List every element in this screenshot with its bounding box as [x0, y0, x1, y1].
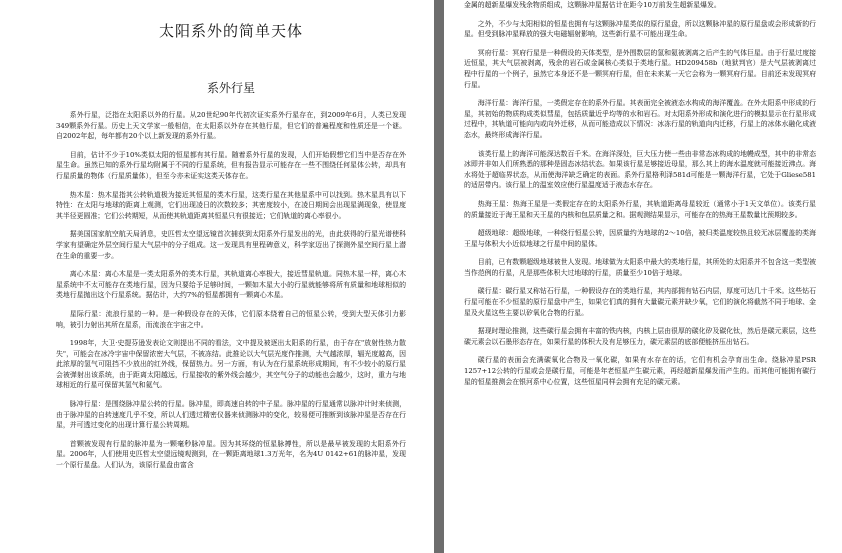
paragraph: 目前，已有数颗超级地球被世人发现。地球做为太阳系中最大的类地行星，其所处的太阳系并不包含这一类型被当作范例的行星，凡是那些体积大过地球的行星，质量至少10倍于地球。	[464, 258, 816, 277]
paragraph-continued: 金属的超新星爆发残余物质组成，这颗脉冲星据估计在距今10万前发生超新星爆发。	[464, 1, 721, 9]
paragraph: 脉冲行星：是围绕脉冲星公转的行星。脉冲星，即高速自转的中子星。脉冲星的行星通常以脉冲计时来侦测，由于脉冲星的自转速度几乎不变，所以人们透过精密仪器来侦测脉冲的变化，较易便可推断到该脉冲星是否存在行星，并可透过变化的出现计算行星公转周期。	[56, 400, 406, 430]
paragraph: 据现时理论推测，这些碳行星会拥有丰富的铁内核，内核上层由很厚的碳化矽及碳化钛，然后是碳元素层，这些碳元素会以石墨形态存在，如果行星的体积大及有足够压力，碳元素层的底部便能挤压出钻石。	[464, 327, 816, 346]
paragraph: 超级地球：超级地球，一种绕行恒星公转，因质量约为地球的2～10倍，被归类温度较热且较无冰层覆盖的类海王星与体积大小近似地球之行星中间的星体。	[464, 229, 816, 248]
paragraph: 离心木星：离心木星是一类太阳系外的类木行星，其轨道离心率极大，接近彗星轨道。同热木星一样，离心木星系统中不太可能存在类地行星，因为只要给予足够时间，一颗如木星大小的行星就能够将所有质量和地球相似的类地行星抛出这个行星系统。据估计，大约7%的恒星都拥有一颗离心木星。	[56, 270, 406, 300]
paragraph: 系外行星，泛指在太阳系以外的行星。从20世纪90年代初次证实系外行星存在，到2009年6月，人类已发现349颗系外行星。历史上天文学家一般相信，在太阳系以外存在其他行星，但它们的普遍程度和性质还是一个谜。自2002年起，每年都有20个以上新发现的系外行星。	[56, 111, 406, 141]
document-title: 太阳系外的简单天体	[158, 22, 303, 40]
paragraph: 据美国国家航空航天局消息，史匹哲太空望远镜首次捕获到太阳系外行星发出的光，由此获得的行星光谱使科学家有望确定外层空间行星大气层中的分子组成。这一发现具有里程碑意义，科学家迈出了探测外星空间行星上潜在生命的重要一步。	[56, 230, 406, 260]
document-page-right	[444, 0, 842, 553]
paragraph: 海洋行星：海洋行星，一类假定存在的系外行星。其表面完全被液态水构成的海洋覆盖。在外太阳系中形成的行星，其初始的物质构成类似彗星，包括质量近乎均等的水和岩石。对太阳系外形成和演化进行的模拟显示在行星形成过程中，其轨道可能向内或向外迁移，从而可能造成以下情况：冰冻行星的轨道向内迁移，行星上的冰体水融化成液态水，最终形成海洋行星。	[464, 99, 816, 139]
paragraph: 该类行星上的海洋可能深达数百千米。在海洋深处，巨大压力使一些由非常态冰构成的地幔成型，其中的非常态冰即并非如人们所熟悉的那种是固态冰结状态。如果该行星足够接近母星，那么其上的海水温度就可能接近沸点。海水将处于超临界状态，从而使海洋缺乏确定的表面。系外行星格利泽581d可能是一颗海洋行星，它处于Gliese581的适居带内。该行星上的温室效应使行星温度适于液态水存在。	[464, 149, 816, 190]
paragraph: 1998年，大卫·史提芬逊发表论文则提出不同的看法，文中提及被逐出太阳系的行星，由于存在"放射性热力散失"，可能会在冰冷宇宙中保留浓密大气层，不被冻结。此推论以大气层光度作推测，大气越浓厚，辐光度越高，因此浓厚的氢气可阻挡不少放出的红外线，保留热力。另一方面，有认为在行星系统形成期间，有不少较小的原行星会被弹射出该系统，由于距离太阳越远，行星接收的紫外线会越少，其空气分子的动能也会越少，这时，重力与地球相近的行星可保留其氢气和氦气。	[56, 339, 406, 390]
paragraph: 星际行星：流浪行星的一种。是一种假设存在的天体，它们原本绕着自己的恒星公转，受到大型天体引力影响，被引力射出其所在星系，而流浪在宇宙之中。	[56, 309, 406, 329]
paragraph: 碳行星：碳行星又称钻石行星，一种假设存在的类地行星，其内部拥有钻石内层，厚度可达几十千米。这些钻石行星可能在不少恒星的原行星盘中产生，如果它们真的拥有大量碳元素并缺少氧，它们的演化将截然不同于地球、金星及火星这些主要以矽氧化合物的行星。	[464, 287, 816, 317]
paragraph: 热木星：热木星指其公转轨道极为接近其恒星的类木行星，这类行星在其他星系中可以找到。热木星具有以下特性：在太阳与地球的距离上观测，它们出现凌日的次数较多；其密度较小，在凌日期间会出现星满现象，使显度其半径更圆准；它们公转期短，从而使其轨道距离其恒星只有很接近；它们轨道的离心率很小。	[56, 190, 406, 220]
paragraph: 之外，不少与太阳相似的恒星也拥有与这颗脉冲星类似的原行星盘，所以这颗脉冲星的原行星盘或会形成新的行星。但受到脉冲星释放的强大电磁辐射影响，这些新行星不可能出现生命。	[464, 19, 816, 39]
paragraph: 热海王星：热海王星是一类假定存在的太阳系外行星，其轨道距离母星较近（通常小于1天文单位）。该类行星的质量接近于海王星和天王星的内核和包层质量之和。据观测结果显示，可能存在的热海王星数量比预期较多。	[464, 199, 816, 219]
section-title: 系外行星	[206, 81, 255, 95]
paragraph: 冥府行星：冥府行星是一种假设的天体类型，是外围数层的氢和氦被剥离之后产生的气体巨星。由于行星过度接近恒星，其大气层被剥离，残余的岩石或金属核心类似于类地行星。HD209458b（地狱判官）是大气层被剥离过程中行星的一个例子，虽然它本身还不是一颗冥府行星，但在未来某一天它会称为一颗冥府行星。目前还未发现冥府行星。	[464, 48, 816, 89]
paragraph: 目前，估计不少于10%类似太阳的恒星都有其行星。随着系外行星的发现，人们开始假想它们当中是否存在外星生命。虽然已知的系外行星均附属于不同的行星系统，但有报告显示可能存在一些不围绕任何星体公转，却具有行星质量的物体（行星质量体），但至今亦未证实这类天体存在。	[56, 150, 406, 180]
page-gap	[434, 0, 444, 553]
paragraph: 碳行星的表面会充满碳氧化合物及一氧化碳，如果有水存在的话，它们有机会孕育出生命。绕脉冲星PSR 1257+12公转的行星或会是碳行星，可能是年老恒星产生碳元素，再经超新星爆发而产生的。而其他可能拥有碳行星的恒星推测会在银河系中心位置，这些恒星同样会拥有充足的碳元素。	[464, 356, 816, 386]
paragraph: 首颗被发现有行星的脉冲星为一颗毫秒脉冲星。因为其环绕的恒星脉搏性，所以是最早被发现的太阳系外行星。2006年，人们使用史匹哲太空望远镜观测到，在一颗距离地球1.3万光年，名为4U 0142+61的脉冲星，发现一个原行星盘。人们认为，该原行星盘由富含	[56, 439, 406, 470]
